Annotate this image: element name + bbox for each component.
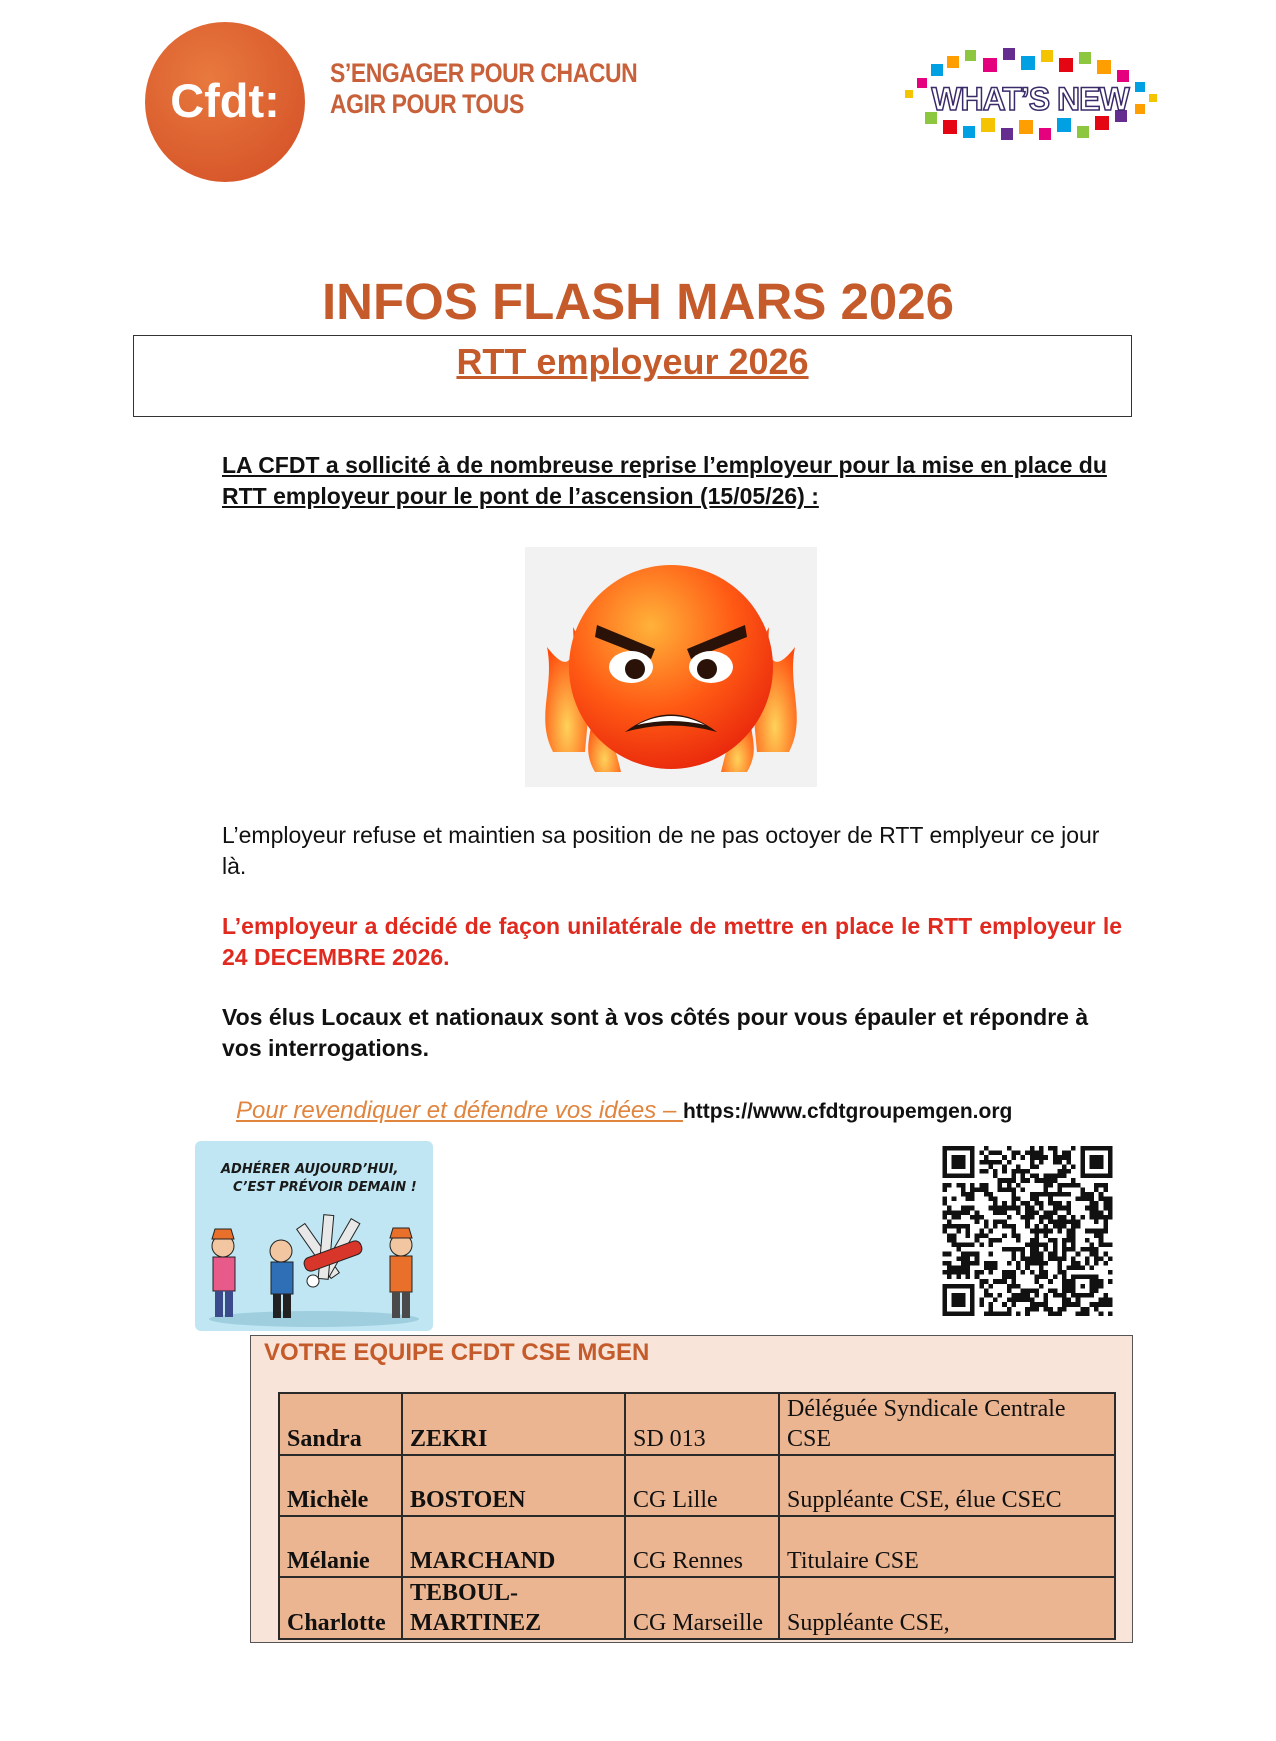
team-row <box>279 1516 1115 1577</box>
whats-new-badge <box>895 48 1165 143</box>
badge-text: WHAT’S NEW <box>931 81 1129 117</box>
member-role: Suppléante CSE, élue CSEC <box>779 1455 1115 1516</box>
team-heading: VOTRE EQUIPE CFDT CSE MGEN <box>264 1339 650 1366</box>
refusal-paragraph: L’employeur refuse et maintien sa position de ne pas octoyer de RTT emplyeur ce jour là. <box>222 822 1100 879</box>
team-row <box>279 1393 1115 1455</box>
cartoon-caption-1: ADHÉRER AUJOURD’HUI, <box>221 1162 399 1177</box>
member-last-name: TEBOUL-MARTINEZ <box>402 1577 625 1639</box>
team-row <box>279 1455 1115 1516</box>
tagline-line-1: S’ENGAGER POUR CHACUN <box>330 58 638 88</box>
member-first-name: Sandra <box>279 1393 402 1455</box>
page-title: INFOS FLASH MARS 2026 <box>322 273 954 330</box>
link-tagline[interactable]: Pour revendiquer et défendre vos idées – <box>236 1097 683 1124</box>
member-role: Déléguée Syndicale Centrale CSE <box>779 1393 1115 1455</box>
link-line <box>236 1095 1136 1128</box>
cfdt-logo <box>145 22 305 182</box>
support-paragraph: Vos élus Locaux et nationaux sont à vos côtés pour vous épauler et répondre à vos interrogations. <box>222 1004 1089 1061</box>
member-last-name: MARCHAND <box>402 1516 625 1577</box>
subtitle: RTT employeur 2026 <box>456 341 809 382</box>
member-site: CG Marseille <box>625 1577 779 1639</box>
intro-paragraph: LA CFDT a sollicité à de nombreuse reprise l’employeur pour la mise en place du RTT employeur pour le pont de l’ascension (15/05/26) : <box>222 452 1107 509</box>
team-table <box>278 1392 1116 1640</box>
member-first-name: Charlotte <box>279 1577 402 1639</box>
logo-text: Cfdt: <box>170 74 280 127</box>
member-last-name: ZEKRI <box>402 1393 625 1455</box>
angry-emoji-image <box>525 547 817 787</box>
website-link[interactable]: https://www.cfdtgroupemgen.org <box>682 1100 1013 1123</box>
member-role: Suppléante CSE, <box>779 1577 1115 1639</box>
tagline <box>330 58 637 120</box>
member-last-name: BOSTOEN <box>402 1455 625 1516</box>
member-site: SD 013 <box>625 1393 779 1455</box>
member-first-name: Mélanie <box>279 1516 402 1577</box>
member-first-name: Michèle <box>279 1455 402 1516</box>
decision-paragraph: L’employeur a décidé de façon unilatérale de mettre en place le RTT employeur le 24 DECEMBRE 2026. <box>222 913 1122 970</box>
qr-code[interactable] <box>935 1146 1120 1316</box>
tagline-line-2: AGIR POUR TOUS <box>330 89 524 119</box>
member-site: CG Lille <box>625 1455 779 1516</box>
cartoon-caption-2: C’EST PRÉVOIR DEMAIN ! <box>233 1180 417 1195</box>
member-site: CG Rennes <box>625 1516 779 1577</box>
team-row <box>279 1577 1115 1639</box>
membership-cartoon <box>195 1141 433 1331</box>
member-role: Titulaire CSE <box>779 1516 1115 1577</box>
